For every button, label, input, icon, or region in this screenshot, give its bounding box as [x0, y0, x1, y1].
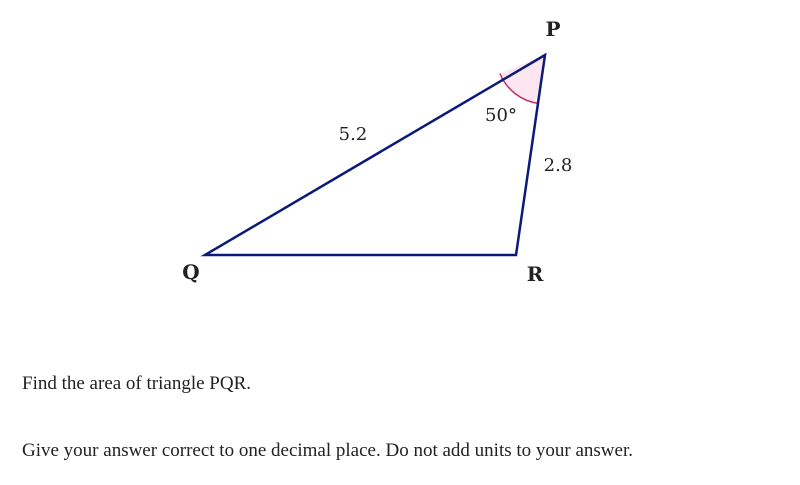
vertex-label-r: R — [526, 262, 544, 286]
question-instruction: Find the area of triangle PQR. — [22, 373, 252, 394]
vertex-label-p: P — [545, 17, 561, 41]
side-length-pr: 2.8 — [543, 155, 573, 176]
answer-format-instruction: Give your answer correct to one decimal place. Do not add units to your answer. — [22, 440, 633, 461]
angle-label-p: 50° — [485, 105, 517, 126]
side-length-pq: 5.2 — [338, 124, 368, 145]
vertex-label-q: Q — [182, 260, 200, 284]
triangle-pqr — [205, 55, 545, 255]
